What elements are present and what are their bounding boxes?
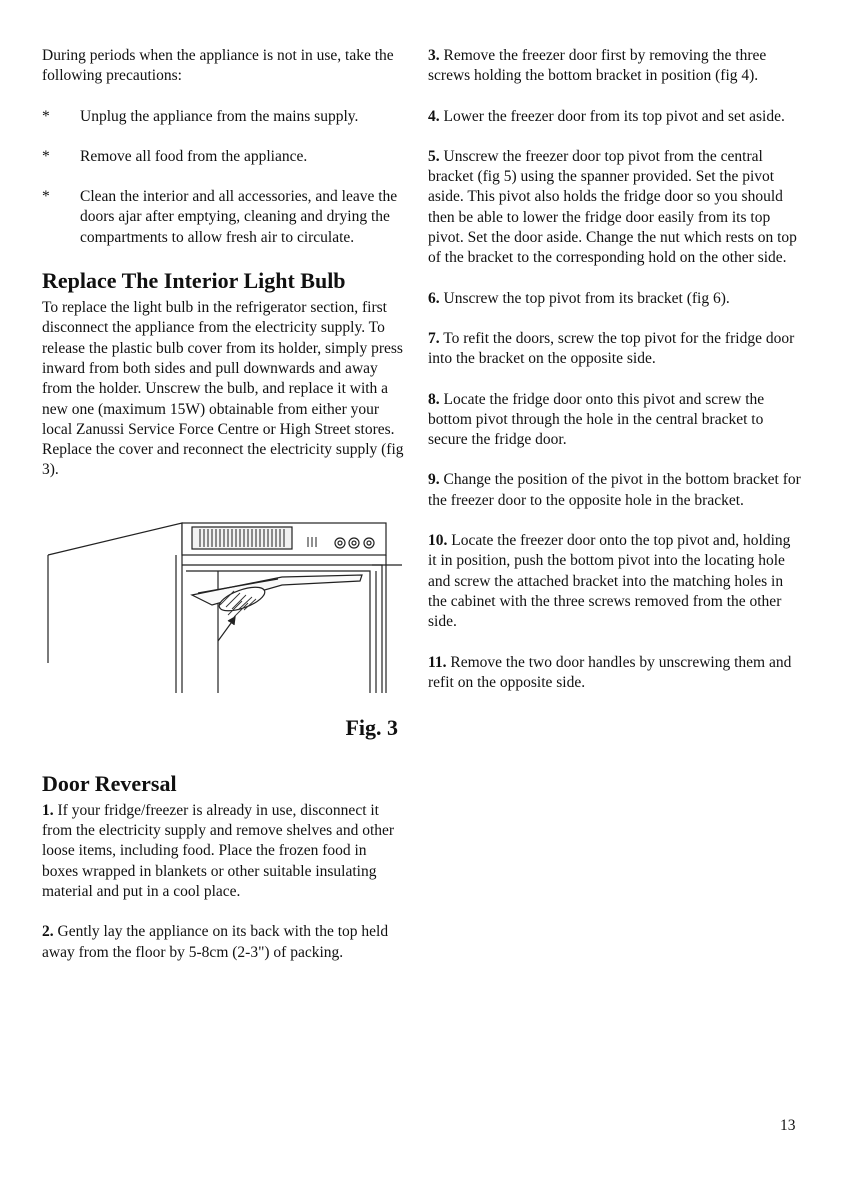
step-number: 1.: [42, 801, 54, 819]
bullet-mark: *: [42, 147, 50, 165]
step-text: To refit the doors, screw the top pivot for the fridge door into the bracket on the opposite side.: [428, 329, 795, 368]
precaution-text: Clean the interior and all accessories, and leave the doors ajar after emptying, cleaning and drying the compartments to allow fresh air to circulate.: [80, 188, 398, 246]
step-number: 4.: [428, 107, 440, 125]
light-bulb-heading: Replace The Interior Light Bulb: [42, 268, 346, 294]
door-reversal-step: [428, 289, 802, 309]
light-bulb-body: To replace the light bulb in the refrigerator section, first disconnect the appliance from the electricity supply. To release the plastic bulb cover from its holder, simply press inward from both sides and pull downwards and away from the holder. Unscrew the bulb, and replace it with a new one (maximum 15W) obtainable from either your local Zanussi Service Force Centre or High Street stores. Replace the cover and reconnect the electricity supply (fig 3).: [42, 299, 404, 479]
step-number: 5.: [428, 147, 440, 165]
door-reversal-step: [42, 801, 406, 902]
step-text: Remove the freezer door first by removing the three screws holding the bottom bracket in position (fig 4).: [428, 47, 767, 85]
door-reversal-step: [428, 470, 802, 511]
precaution-text: Unplug the appliance from the mains supply.: [80, 107, 359, 125]
step-text: Lower the freezer door from its top pivot and set aside.: [439, 107, 785, 125]
precautions-intro: During periods when the appliance is not in use, take the following precautions:: [42, 47, 394, 85]
precaution-item: [42, 147, 406, 167]
step-number: 10.: [428, 532, 448, 550]
bullet-mark: *: [42, 188, 50, 206]
step-text: Unscrew the top pivot from its bracket (fig 6).: [439, 289, 730, 307]
step-number: 8.: [428, 390, 440, 408]
door-reversal-step: [42, 922, 406, 963]
fridge-light-illustration: [42, 513, 406, 713]
step-number: 11.: [428, 653, 447, 671]
door-reversal-heading: Door Reversal: [42, 770, 177, 796]
right-column: [428, 46, 802, 713]
step-number: 9.: [428, 471, 440, 489]
door-reversal-step: [428, 46, 802, 87]
step-text: If your fridge/freezer is already in use, disconnect it from the electricity supply and remove shelves and other loose items, including food. Place the frozen food in boxes wrapped in blankets or other suitable insulating material and put in a cool place.: [42, 801, 395, 900]
figure-3: [42, 513, 406, 743]
door-reversal-step: [428, 390, 802, 451]
precaution-text: Remove all food from the appliance.: [80, 147, 308, 165]
door-reversal-step: [428, 531, 802, 632]
page-number: 13: [780, 1117, 796, 1134]
step-text: Locate the freezer door onto the top pivot and, holding it in position, push the bottom pivot into the locating hole and screw the attached bracket into the matching holes in the cabinet with the three screws removed from the other side.: [428, 532, 791, 631]
step-number: 7.: [428, 329, 440, 347]
step-text: Remove the two door handles by unscrewing them and refit on the opposite side.: [428, 653, 792, 691]
left-column: [42, 46, 406, 983]
precaution-item: [42, 107, 406, 127]
step-text: Locate the fridge door onto this pivot and screw the bottom pivot through the hole in the central bracket to secure the fridge door.: [428, 390, 765, 449]
step-text: Gently lay the appliance on its back with the top held away from the floor by 5-8cm (2-3") of packing.: [42, 923, 389, 961]
bullet-mark: *: [42, 107, 50, 125]
door-reversal-step: [428, 147, 802, 269]
step-number: 2.: [42, 923, 54, 941]
step-number: 6.: [428, 289, 440, 307]
figure-caption: Fig. 3: [345, 715, 398, 741]
precaution-item: [42, 187, 406, 248]
step-text: Change the position of the pivot in the bottom bracket for the freezer door to the opposite hole in the bracket.: [428, 471, 801, 509]
door-reversal-step: [428, 653, 802, 694]
door-reversal-step: [428, 107, 802, 127]
step-number: 3.: [428, 47, 440, 64]
door-reversal-step: [428, 329, 802, 370]
step-text: Unscrew the freezer door top pivot from the central bracket (fig 5) using the spanner provided. Set the pivot aside. This pivot also holds the fridge door so you should then be able to lower the fridge door easily from its top pivot. Set the door aside. Change the nut which rests on top of the bracket to the corresponding hold on the other side.: [428, 147, 797, 267]
